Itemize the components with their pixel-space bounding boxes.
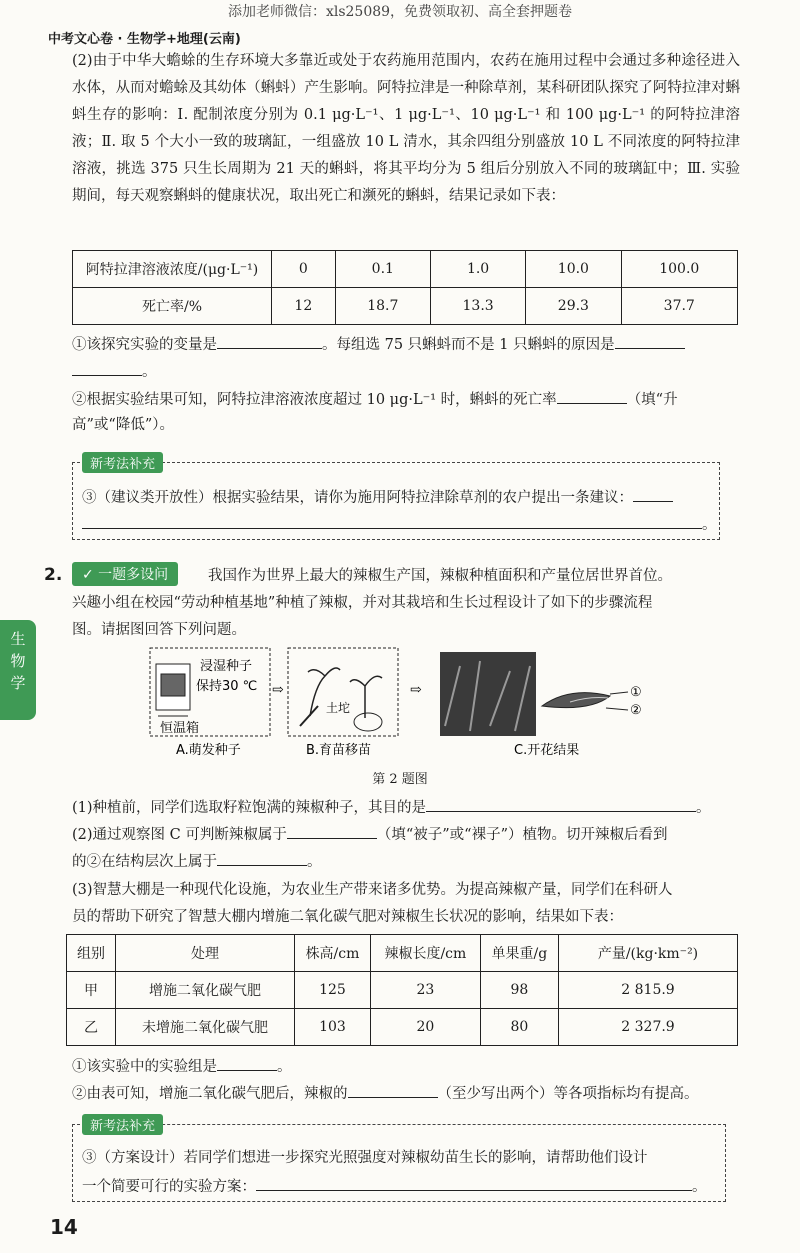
- answer-blank[interactable]: [72, 357, 142, 376]
- col-header: 组别: [67, 935, 116, 972]
- figure-caption: 第 2 题图: [372, 772, 428, 787]
- q2-s3-line1: (3)智慧大棚是一种现代化设施，为农业生产带来诸多优势。为提高辣椒产量，同学们在科研人: [72, 882, 673, 898]
- table-row: [67, 972, 738, 1009]
- question-number: 2.: [44, 565, 63, 585]
- q2-t2: [72, 1079, 699, 1108]
- table-cell: 阿特拉津溶液浓度/(μg·L⁻¹): [73, 251, 272, 288]
- table-header-row: [67, 935, 738, 972]
- col-header: 辣椒长度/cm: [370, 935, 480, 972]
- table-cell: 37.7: [621, 288, 737, 325]
- q1-sub2-cont: [72, 412, 174, 439]
- table-cell: 2 327.9: [559, 1009, 738, 1046]
- answer-blank[interactable]: [633, 483, 673, 502]
- table-cell: 98: [480, 972, 558, 1009]
- col-header: 单果重/g: [480, 935, 558, 972]
- answer-blank[interactable]: [557, 385, 627, 404]
- q1-sub3-end: 。: [702, 517, 717, 533]
- new-method-tag-label: 新考法补充: [90, 457, 156, 472]
- q2-t2-text2: （至少写出两个）等各项指标均有提高。: [437, 1086, 699, 1102]
- answer-blank[interactable]: [82, 510, 702, 529]
- table-cell: 死亡率/%: [73, 288, 272, 325]
- table-cell: 23: [370, 972, 480, 1009]
- q1-sub3-text: ③（建议类开放性）根据实验结果，请你为施用阿特拉津除草剂的农户提出一条建议：: [82, 490, 633, 506]
- subject-side-tab: [0, 620, 36, 720]
- label-a: A.萌发种子: [176, 743, 241, 758]
- col-header: 处理: [116, 935, 295, 972]
- table-cell: 10.0: [526, 251, 621, 288]
- table-row: [67, 1009, 738, 1046]
- label-c: C.开花结果: [514, 743, 580, 758]
- answer-blank[interactable]: [217, 847, 307, 866]
- series-title: 中考文心卷 · 生物学+地理(云南): [48, 32, 241, 47]
- label-b: B.育苗移苗: [306, 743, 372, 758]
- table-cell: 2 815.9: [559, 972, 738, 1009]
- q1-sub2-end: 高”或“降低”）。: [72, 417, 174, 433]
- table-cell: 乙: [67, 1009, 116, 1046]
- q1-sub1: [72, 330, 685, 359]
- q1-sub1-text2: 。每组选 75 只蝌蚪而不是 1 只蝌蚪的原因是: [322, 337, 615, 353]
- q2-t3-end: 。: [692, 1179, 707, 1195]
- side-tab-label: 生物学: [10, 630, 26, 692]
- q1-sub3-cont: [82, 510, 717, 539]
- q2-s1: [72, 793, 711, 822]
- q2-t1: [72, 1052, 292, 1081]
- col-header: 产量/(kg·km⁻²): [559, 935, 738, 972]
- new-method-tag-label: 新考法补充: [90, 1119, 156, 1134]
- q1-sub3: [82, 483, 673, 512]
- q2-t1-text: ①该实验中的实验组是: [72, 1059, 217, 1075]
- q2-s2-end: 。: [307, 854, 322, 870]
- q2-t3-line1: ③（方案设计）若同学们想进一步探究光照强度对辣椒幼苗生长的影响，请帮助他们设计: [82, 1150, 648, 1166]
- new-method-tag: [82, 1114, 163, 1135]
- answer-blank[interactable]: [426, 793, 696, 812]
- table-cell: 13.3: [430, 288, 525, 325]
- q2-s2-text2: （填“被子”或“裸子”）植物。切开辣椒后看到: [376, 827, 668, 843]
- q2-s2: [72, 820, 668, 849]
- box-b-label: 土坨: [326, 701, 351, 715]
- table-cell: 20: [370, 1009, 480, 1046]
- promo-banner: 添加老师微信：xls25089，免费领取初、高全套押题卷: [227, 4, 573, 20]
- q1-sub2: [72, 385, 678, 414]
- flow-figure: [140, 646, 660, 766]
- q2-s2-cont: [72, 847, 322, 876]
- box-a-text2: 保持30 ℃: [196, 679, 258, 694]
- q1-sub1-cont: [72, 357, 157, 386]
- table-cell: 12: [272, 288, 336, 325]
- q1-sub1-end: 。: [142, 364, 157, 380]
- table-cell: 0: [272, 251, 336, 288]
- table-row: [73, 288, 738, 325]
- page-number: 14: [50, 1215, 78, 1239]
- table-cell: 未增施二氧化碳气肥: [116, 1009, 295, 1046]
- table-cell: 80: [480, 1009, 558, 1046]
- q1-paragraph: (2)由于中华大蟾蜍的生存环境大多靠近或处于农药施用范围内，农药在施用过程中会通过多种途径进入水体，从而对蟾蜍及其幼体（蝌蚪）产生影响。阿特拉津是一种除草剂，某科研团队探究了阿特拉津对蝌蚪生存的影响：Ⅰ. 配制浓度分别为 0.1 μg·L⁻¹、1 μg·L⁻¹、10 μg·L⁻¹ 和 100 μg·L⁻¹ 的阿特拉津溶液；Ⅱ. 取 5 个大小一致的玻璃缸，一组盛放 10 L 清水，其余四组分别盛放 10 L 不同浓度的阿特拉津溶液，挑选 375 只生长周期为 21 天的蝌蚪，将其平均分为 5 组后分别放入不同的玻璃缸中；Ⅲ. 实验期间，每天观察蝌蚪的健康状况，取出死亡和濒死的蝌蚪，结果记录如下表：: [72, 53, 740, 204]
- atrazine-table: [72, 250, 738, 325]
- table-cell: 125: [295, 972, 371, 1009]
- box-a-text1: 浸湿种子: [200, 659, 253, 674]
- q2-s3-line2: 员的帮助下研究了智慧大棚内增施二氧化碳气肥对辣椒生长状况的影响，结果如下表：: [72, 909, 623, 925]
- new-method-tag: [82, 452, 163, 473]
- arrow-icon: ⇨: [410, 682, 422, 698]
- table-cell: 增施二氧化碳气肥: [116, 972, 295, 1009]
- answer-blank[interactable]: [256, 1172, 692, 1191]
- q2-intro-1: 我国作为世界上最大的辣椒生产国，辣椒种植面积和产量位居世界首位。: [208, 568, 672, 584]
- answer-blank[interactable]: [615, 330, 685, 349]
- callout-2: ②: [630, 703, 642, 718]
- multi-question-tag: ✓ 一题多设问: [72, 562, 178, 586]
- table-cell: 0.1: [335, 251, 430, 288]
- col-header: 株高/cm: [295, 935, 371, 972]
- answer-blank[interactable]: [287, 820, 377, 839]
- q2-s2-text3: 的②在结构层次上属于: [72, 854, 217, 870]
- q1-sub1-text: ①该探究实验的变量是: [72, 337, 217, 353]
- q2-s1-end: 。: [696, 800, 711, 816]
- q1-sub2-text: ②根据实验结果可知，阿特拉津溶液浓度超过 10 μg·L⁻¹ 时，蝌蚪的死亡率: [72, 392, 557, 408]
- q2-s2-text: (2)通过观察图 C 可判断辣椒属于: [72, 827, 287, 843]
- box-a-label: 恒温箱: [160, 721, 200, 736]
- q2-intro-2: 兴趣小组在校园“劳动种植基地”种植了辣椒，并对其栽培和生长过程设计了如下的步骤流程: [72, 595, 653, 611]
- callout-1: ①: [630, 685, 642, 700]
- table-cell: 29.3: [526, 288, 621, 325]
- q2-t3-text: 一个简要可行的实验方案：: [82, 1179, 256, 1195]
- q2-t3-line2: [82, 1172, 707, 1201]
- q2-t1-end: 。: [277, 1059, 292, 1075]
- arrow-icon: ⇨: [272, 682, 284, 698]
- q2-intro-3: 图。请据图回答下列问题。: [72, 622, 246, 638]
- answer-blank[interactable]: [348, 1079, 438, 1098]
- table-cell: 1.0: [430, 251, 525, 288]
- answer-blank[interactable]: [217, 330, 322, 349]
- table-cell: 甲: [67, 972, 116, 1009]
- pepper-plant-photo: [440, 652, 536, 736]
- table-cell: 18.7: [335, 288, 430, 325]
- q2-s1-text: (1)种植前，同学们选取籽粒饱满的辣椒种子，其目的是: [72, 800, 427, 816]
- table-row: [73, 251, 738, 288]
- co2-table: [66, 934, 738, 1046]
- table-cell: 103: [295, 1009, 371, 1046]
- q2-t2-text: ②由表可知，增施二氧化碳气肥后，辣椒的: [72, 1086, 348, 1102]
- table-cell: 100.0: [621, 251, 737, 288]
- q1-sub2-text2: （填“升: [626, 392, 678, 408]
- answer-blank[interactable]: [217, 1052, 277, 1071]
